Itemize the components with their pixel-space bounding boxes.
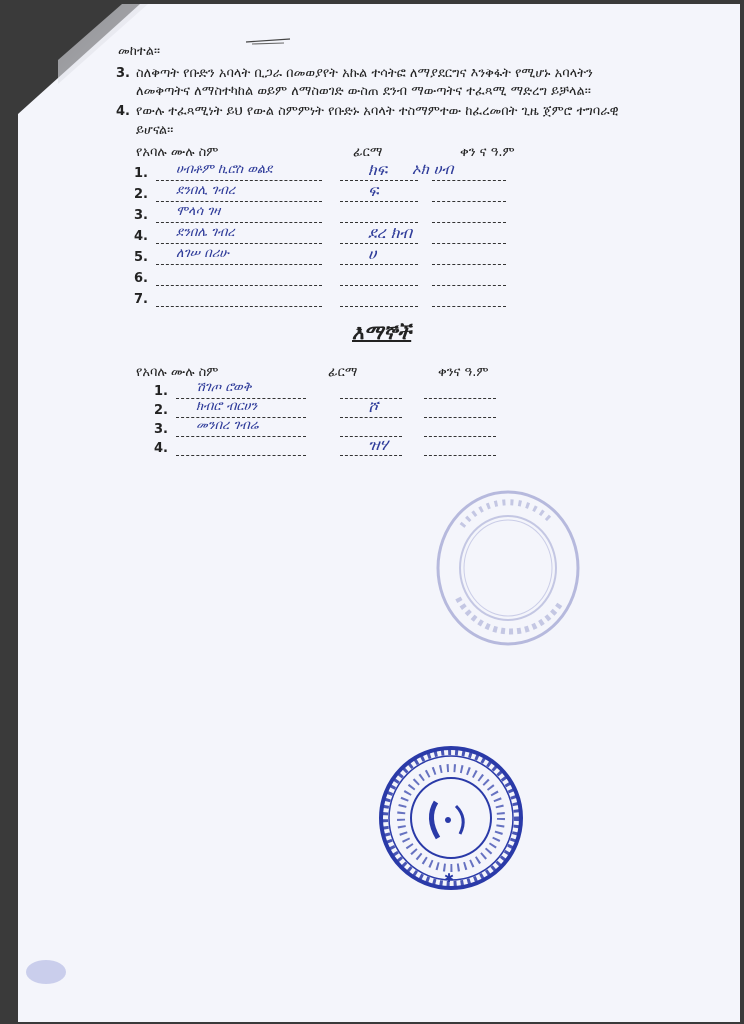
witnesses-sign-line [340, 417, 402, 418]
members-name-line [156, 285, 322, 286]
members-row-number: 3. [134, 208, 148, 223]
members-row-number: 5. [134, 250, 148, 265]
witnesses-sign-line [340, 455, 402, 456]
witnesses-row-number: 4. [154, 441, 168, 456]
members-sign-line [340, 306, 418, 307]
members-name-line [156, 264, 322, 265]
members-date-line [432, 264, 506, 265]
members-member-name: ለገሠ በሪሁ [176, 246, 229, 261]
witnesses-member-name: ሽገጦ ሮወቅ [196, 380, 252, 395]
witnesses-header-date: ቀንና ዓ.ም [438, 365, 489, 380]
members-signature: ሀ [368, 244, 377, 263]
witnesses-row-number: 1. [154, 384, 168, 399]
witnesses-date-line [424, 398, 496, 399]
members-header-date: ቀን ና ዓ.ም [460, 145, 515, 160]
item-4-number: 4. [116, 104, 130, 119]
members-date-line [432, 285, 506, 286]
members-row-number: 6. [134, 271, 148, 286]
witnesses-date-line [424, 455, 496, 456]
witnesses-date-line [424, 436, 496, 437]
members-member-name: ደንበሊ ገብረ [176, 183, 236, 198]
members-header-sign: ፊርማ [353, 145, 383, 160]
ink-smudge [24, 952, 74, 992]
members-name-line [156, 222, 322, 223]
members-signature: ክፍ [368, 160, 388, 179]
members-signature: ደረ ክብ [368, 223, 413, 242]
item-4-line-1: የውሉ ተፈጻሚነት ይህ የውል ስምምነት የቡድኑ አባላት ተስማምተው ከፈረመበት ጊዜ ጀምሮ ተግባራዊ [136, 104, 619, 119]
witnesses-header-sign: ፊርማ [328, 365, 358, 380]
members-date-line [432, 243, 506, 244]
item-3-number: 3. [116, 66, 130, 81]
witnesses-member-name: ክብሮ ብርሀን [196, 399, 258, 414]
witnesses-row-number: 2. [154, 403, 168, 418]
faint-seal-stamp [432, 486, 584, 651]
members-name-line [156, 243, 322, 244]
witnesses-signature: ሾ [368, 397, 378, 416]
members-member-name: ሀብቶም ኪሮስ ወልደ [176, 162, 273, 177]
witnesses-row-number: 3. [154, 422, 168, 437]
members-date-line [432, 180, 506, 181]
witnesses-header-name: የአባሉ ሙሉ ስም [136, 365, 219, 380]
members-name-line [156, 201, 322, 202]
members-sign-line [340, 285, 418, 286]
official-seal-stamp [376, 742, 526, 894]
section-title-witnesses: እማኞች [352, 320, 412, 344]
members-row-number: 1. [134, 166, 148, 181]
item-3-line-2: ለመቅጣትና ለማስተካከል ወይም ለማስወገድ ውስጠ ደንብ ማውጣትና ተፈጻሚ ማድረግ ይቻላል፡፡ [136, 84, 591, 99]
members-name-line [156, 306, 322, 307]
members-name-line [156, 180, 322, 181]
witnesses-member-name: መንበረ ገብሬ [196, 418, 259, 433]
members-row-number: 2. [134, 187, 148, 202]
witnesses-name-line [176, 436, 306, 437]
members-date-line [432, 306, 506, 307]
members-header-name: የአባሉ ሙሉ ስም [136, 145, 219, 160]
svg-text:✱: ✱ [444, 871, 455, 885]
members-member-name: ደንበሌ ገብረ [176, 225, 235, 240]
members-sign-line [340, 243, 418, 244]
members-signature: ፍ [368, 181, 379, 200]
pencil-mark-icon [244, 36, 292, 46]
witnesses-signature: ዝሃ [368, 435, 389, 454]
members-row-number: 4. [134, 229, 148, 244]
item-3-line-1: ስለቅጣት የቡድን አባላት ቢጋራ በመወያየት አኩል ተሳትፎ ለማያደርግና እንቅፋት የሚሆኑ አባላትን [136, 66, 593, 81]
item-4-line-2: ይሆናል፡፡ [136, 123, 174, 138]
members-date-line [432, 201, 506, 202]
members-sign-line [340, 180, 418, 181]
intro-text: መከተል፡፡ [118, 44, 161, 59]
witnesses-date-line [424, 417, 496, 418]
members-date-value: ኦክ ሀብ [412, 160, 454, 178]
members-date-line [432, 222, 506, 223]
witnesses-name-line [176, 455, 306, 456]
members-row-number: 7. [134, 292, 148, 307]
members-sign-line [340, 264, 418, 265]
members-member-name: ሞላሳ ገዛ [176, 204, 221, 219]
members-sign-line [340, 201, 418, 202]
